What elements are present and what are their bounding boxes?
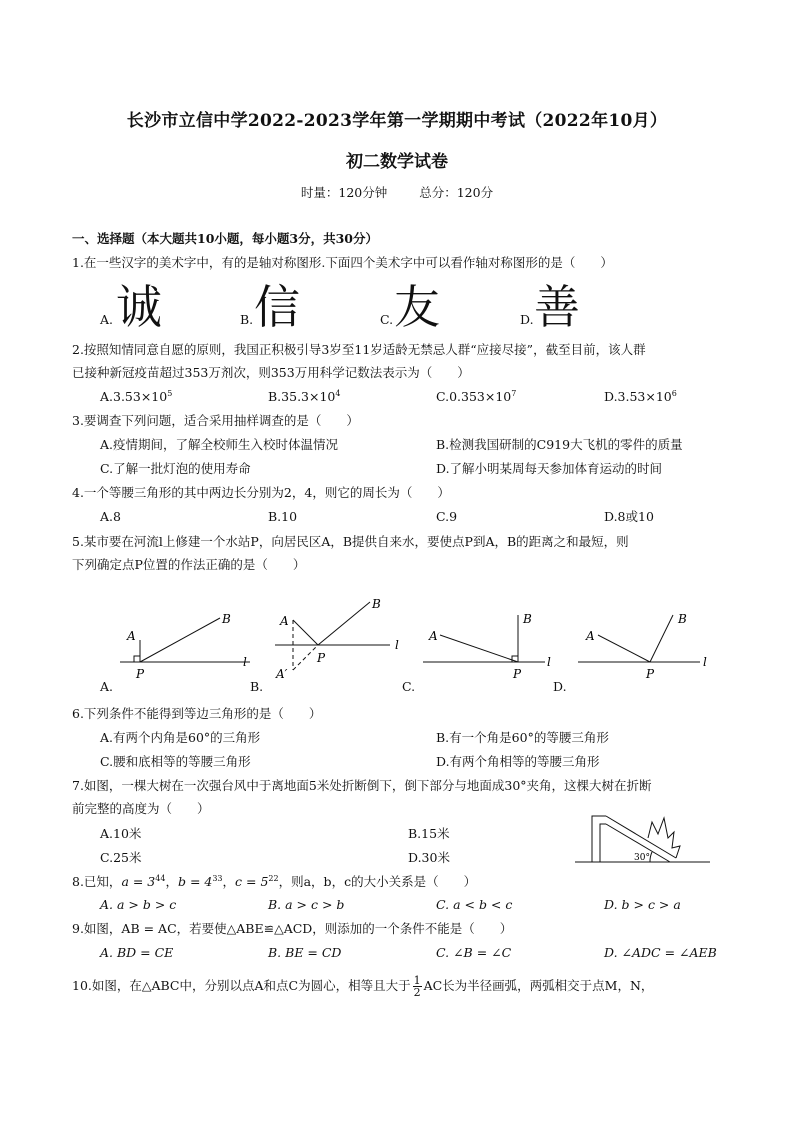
q6-stem: 6.下列条件不能得到等边三角形的是（ ） — [72, 706, 322, 721]
section-heading: 一、选择题（本大题共10小题，每小题3分，共30分） — [72, 231, 378, 246]
q5-a-point-a: A — [127, 629, 136, 643]
q7-line2: 前完整的高度为（ ） — [72, 801, 210, 816]
q1-option-c-letter: C. — [380, 312, 394, 327]
q5-b-point-b: B — [372, 597, 381, 611]
q5-a-point-p: P — [136, 667, 145, 681]
q5-label-b: B. — [250, 679, 264, 694]
q2-line1: 2.按照知情同意自愿的原则，我国正积极引导3岁至11岁适龄无禁忌人群“应接尽接”，截至目前，该人群 — [72, 342, 646, 357]
q5-a-point-b: B — [222, 612, 231, 626]
q7-option-d: D.30米 — [408, 850, 450, 865]
q5-line2: 下列确定点P位置的作法正确的是（ ） — [72, 557, 306, 572]
q5-figure-b — [275, 602, 390, 670]
exam-score: 总分：120分 — [419, 185, 494, 200]
q1-option-a-char: 诚 — [116, 280, 162, 334]
q5-d-line-l: l — [703, 655, 707, 669]
q5-c-point-a: A — [429, 629, 438, 643]
q6-option-a: A.有两个内角是60°的三角形 — [100, 730, 261, 745]
q8-option-d: D. b > c > a — [604, 897, 681, 912]
q7-line1: 7.如图，一棵大树在一次强台风中于离地面5米处折断倒下，倒下部分与地面成30°夹角，这棵大树在折断 — [72, 778, 652, 793]
q8-option-b: B. a > c > b — [268, 897, 345, 912]
q5-b-point-p: P — [317, 651, 326, 665]
q5-line1: 5.某市要在河流l上修建一个水站P，向居民区A，B提供自来水，要使点P到A，B的距离之和最短，则 — [72, 534, 629, 549]
q8-option-c: C. a < b < c — [436, 897, 513, 912]
q5-b-point-a-prime: A′ — [276, 667, 288, 681]
q6-option-b: B.有一个角是60°的等腰三角形 — [436, 730, 609, 745]
q8-stem: 8.已知，$a = 3^{44}$，$b = 4^{33}$，$c = 5^{22}$，则a，b，c的大小关系是（ ） — [72, 873, 477, 889]
q2-line2: 已接种新冠疫苗超过353万剂次，则353万用科学记数法表示为（ ） — [72, 365, 470, 380]
q5-label-c: C. — [402, 679, 416, 694]
q6-option-d: D.有两个角相等的等腰三角形 — [436, 754, 600, 769]
q5-d-point-a: A — [586, 629, 595, 643]
q7-option-b: B.15米 — [408, 826, 450, 841]
q4-option-b: B.10 — [268, 509, 298, 524]
q10-stem: 10.如图，在△ABC中，分别以点A和点C为圆心，相等且大于 $\frac{1}{2}$ AC长为半径画弧，两弧相交于点M，N， — [72, 974, 654, 999]
q9-option-d: D. ∠ADC = ∠AEB — [604, 945, 717, 960]
q4-stem: 4.一个等腰三角形的其中两边长分别为2，4，则它的周长为（ ） — [72, 485, 450, 500]
q7-option-c: C.25米 — [100, 850, 142, 865]
page-subtitle: 初二数学试卷 — [346, 152, 448, 172]
q1-option-b-letter: B. — [240, 312, 254, 327]
q8-option-a: A. a > b > c — [100, 897, 177, 912]
exam-meta — [0, 183, 794, 201]
q6-option-c: C.腰和底相等的等腰三角形 — [100, 754, 251, 769]
q2-option-c: $C.0.353\times 10^7$ — [436, 388, 517, 404]
q1-stem: 1.在一些汉字的美术字中，有的是轴对称图形.下面四个美术字中可以看作轴对称图形的是（ ） — [72, 255, 613, 270]
q1-option-a-letter: A. — [100, 312, 114, 327]
q5-c-line-l: l — [547, 655, 551, 669]
exam-time: 时量：120分钟 — [300, 185, 388, 200]
q3-option-d: D.了解小明某周每天参加体育运动的时间 — [436, 461, 663, 476]
q5-label-d: D. — [553, 679, 567, 694]
q5-a-line-l: l — [243, 655, 247, 669]
q3-option-c: C.了解一批灯泡的使用寿命 — [100, 461, 251, 476]
q7-angle-label: 30° — [634, 853, 650, 863]
q9-option-c: C. ∠B = ∠C — [436, 945, 512, 960]
q10-fraction: $\frac{1}{2}$ — [413, 974, 421, 999]
q5-d-point-p: P — [646, 667, 655, 681]
q5-b-line-l: l — [395, 638, 399, 652]
q1-option-c-char: 友 — [394, 280, 440, 334]
q9-option-b: B. BE = CD — [268, 945, 342, 960]
q4-option-c: C.9 — [436, 509, 458, 524]
q9-option-a: A. BD = CE — [100, 945, 174, 960]
q1-option-b-char: 信 — [254, 280, 300, 334]
q4-option-a: A.8 — [100, 509, 121, 524]
q3-option-a: A.疫情期间，了解全校师生入校时体温情况 — [100, 437, 339, 452]
q5-c-point-b: B — [523, 612, 532, 626]
page-title: 长沙市立信中学2022-2023学年第一学期期中考试（2022年10月） — [126, 111, 668, 131]
q5-d-point-b: B — [678, 612, 687, 626]
q3-stem: 3.要调查下列问题，适合采用抽样调查的是（ ） — [72, 413, 359, 428]
q5-b-point-a: A — [280, 614, 289, 628]
q2-option-d: $D.3.53\times 10^6$ — [604, 388, 677, 404]
q7-tree-figure — [570, 808, 715, 868]
q5-label-a: A. — [100, 679, 114, 694]
q1-option-d-letter: D. — [520, 312, 534, 327]
q9-stem: 9.如图，AB = AC，若要使△ABE≌△ACD，则添加的一个条件不能是（ ） — [72, 921, 513, 936]
q2-option-b: $B.35.3\times 10^4$ — [268, 388, 341, 404]
q2-option-a: $A.3.53\times 10^5$ — [100, 388, 173, 404]
q1-option-d-char: 善 — [534, 280, 580, 334]
q4-option-d: D.8或10 — [604, 509, 654, 524]
q3-option-b: B.检测我国研制的C919大飞机的零件的质量 — [436, 437, 683, 452]
q7-option-a: A.10米 — [100, 826, 142, 841]
q5-c-point-p: P — [513, 667, 522, 681]
